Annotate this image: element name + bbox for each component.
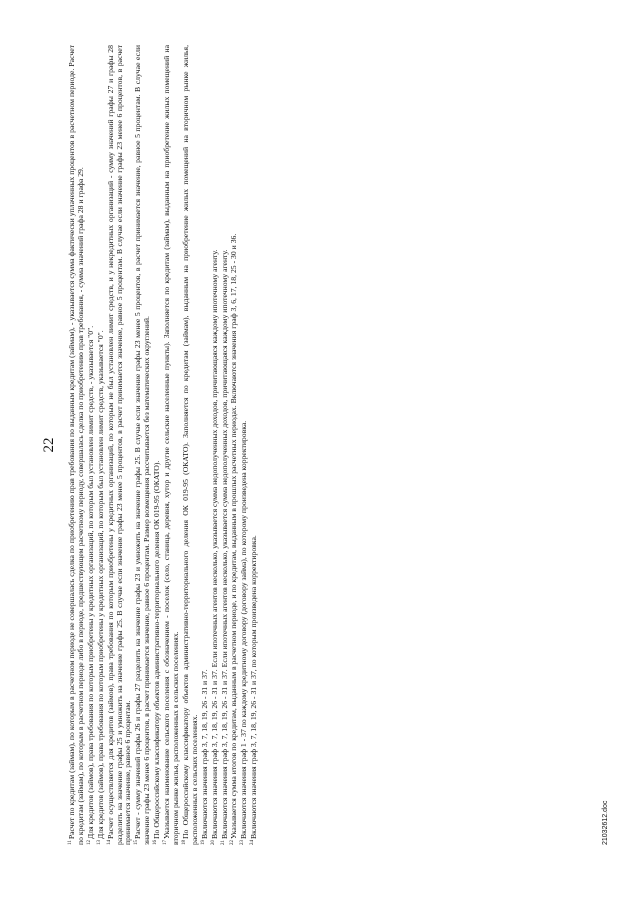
footnote-number: 13 — [96, 840, 102, 845]
page-number: 22 — [41, 437, 57, 453]
footnote-number: 19 — [200, 840, 206, 845]
footnote-text: Для кредитов (займов), права требования по которым приобретены у кредитных организаций, по которым был установлен лимит средств, - указывается "0". — [85, 325, 95, 839]
footnote — [210, 45, 220, 845]
footnote-text: По Общероссийскому классификатору объектов административно-территориального деления ОК 019-95 (ОКАТО). — [152, 460, 162, 839]
footnote — [133, 45, 152, 845]
footnote-text: Включаются значения граф 3, 7, 18, 19, 26 - 31 и 37. Если ипотечных агентов несколько, указывается сумма недополученных доходов, причитающаяся каждому ипотечному агенту. — [219, 249, 229, 839]
footnote-number: 17 — [163, 840, 169, 845]
footnote — [96, 45, 106, 845]
footnote — [106, 45, 134, 845]
footnote — [249, 45, 259, 845]
footnote-text: Расчет осуществляется для кредитов (займов), права требования по которым приобретены у кредитных организаций, по которым не был установлен лимит средств, и у некредитных организаций - сумму значений графы 27 и графы 28 разделить на значение графы 25 и умножить на значение графы 25. В случае если значение графы 23 менее 5 процентов, в расчет принимается значение, равное 5 процентам. В случае если значение графы 23 менее 6 процентов, в расчет принимается значение, равное 6 процентам. — [105, 45, 133, 845]
footnote — [162, 45, 181, 845]
footnote-text: По Общероссийскому классификатору объектов административно-территориального деления ОК 019-95 (ОКАТО). Заполняется по кредитам (займам), выданным на приобретение жилых помещений на вторичном рынке жилья, расположенных в сельских поселениях. — [180, 45, 199, 845]
footnotes — [67, 45, 259, 845]
footnote — [220, 45, 230, 845]
footnote — [152, 45, 162, 845]
footnote — [200, 45, 210, 845]
footnote-text: Включаются значения граф 1 - 37 по каждому кредитному договору (договору займа), по которому произведена корректировка. — [239, 420, 249, 839]
footnote — [239, 45, 249, 845]
footnote-text: Включаются значения граф 3, 7, 18, 19, 26 - 31 и 37. Если ипотечных агентов несколько, указывается сумма недополученных доходов, причитающаяся каждому ипотечному агенту. — [209, 249, 219, 839]
footnote-number: 11 — [68, 840, 73, 845]
footnote-text: Указывается сумма итогов по кредитам, выданным в расчетном периоде, и по кредитам, выданным в прошлых расчетных периодах. Включаются значения граф 3, 6, 17, 18, 25 - 30 и 36. — [229, 233, 239, 839]
footnote-text: Указывается наименование сельского поселения с обозначением - поселок (село, станица, деревня, хутор и другие сельские населенные пункты). Заполняется по кредитам (займам), выданным на приобретение жилых помещений на вторичном рынке жилья, расположенных в сельских поселениях. — [162, 45, 180, 845]
footnote-number: 23 — [240, 840, 246, 845]
footnote-text: Включаются значения граф 3, 7, 18, 19, 26 - 31 и 37, по которым произведена корректировка. — [249, 535, 259, 839]
footnote-number: 18 — [181, 840, 187, 845]
footnote-number: 16 — [153, 840, 159, 845]
footnote — [181, 45, 200, 845]
footnote-number: 21 — [220, 840, 226, 845]
footnote — [229, 45, 239, 845]
footnote-number: 12 — [86, 840, 92, 845]
footnote-text: Включаются значения граф 3, 7, 18, 19, 26 - 31 и 37. — [199, 669, 209, 839]
rotated-page-content — [40, 45, 610, 845]
footnote-number: 22 — [230, 840, 236, 845]
footnote-number: 14 — [106, 840, 112, 845]
document-filename: 21032612.doc — [602, 800, 609, 845]
footnote-text: Для кредитов (займов), права требования по которым приобретены у кредитных организаций, по которым был установлен лимит средств, указывается "0". — [95, 330, 105, 839]
footnote-text: Расчет - сумму значений графы 26 и графы 27 разделить на значение графы 23 и умножить на значение графы 25. В случае если значение графы 23 менее 5 процентов, в расчет принимается значение, равное 5 процентам. В случае если значение графы 23 менее 6 процентов, в расчет принимается значение, равное 6 процентам. Размер возмещения рассчитывается без математических округлений. — [133, 45, 152, 845]
footnote — [67, 45, 86, 845]
footnote-text: Расчет по кредитам (займам), по которым в расчетном периоде не совершалась сделка по приобретению прав требования по выданным кредитам (займам), - указывается сумма фактически уплаченных процентов в расчетном периоде. Расчет по кредитам (займам), по которым в расчетном периоде либо в периоде, предшествующем расчетному периоду, совершалась сделка по приобретению прав требования, - сумма значений графа 28 и графа 29. — [67, 45, 85, 845]
footnote-number: 15 — [134, 840, 140, 845]
footnote-number: 20 — [210, 840, 216, 845]
footnote-number: 24 — [250, 840, 256, 845]
footnote — [86, 45, 96, 845]
